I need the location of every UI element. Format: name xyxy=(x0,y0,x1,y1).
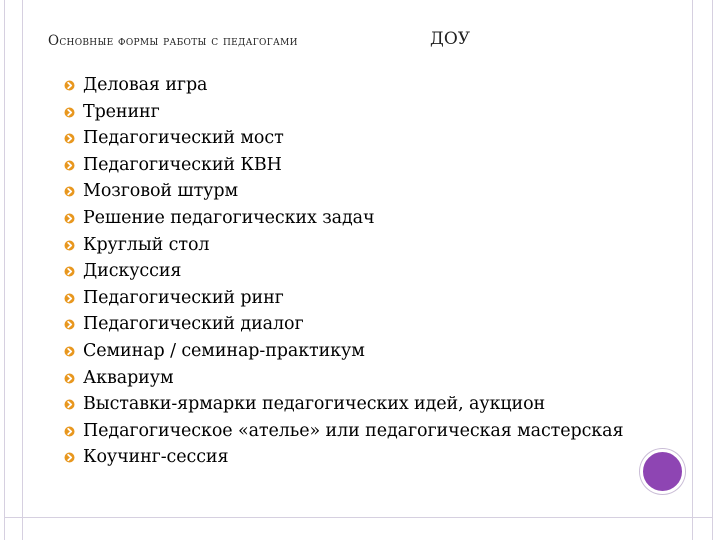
list-item xyxy=(64,72,664,99)
list-item-label: Педагогический ринг xyxy=(83,287,284,308)
circle-arrow-icon xyxy=(64,399,74,409)
list-item xyxy=(64,444,664,471)
frame-bottom-line xyxy=(4,517,713,518)
list-item xyxy=(64,311,664,338)
list-item xyxy=(64,205,664,232)
circle-arrow-icon xyxy=(64,186,74,196)
list-item xyxy=(64,258,664,285)
list-item xyxy=(64,391,664,418)
list-item-label: Мозговой штурм xyxy=(83,181,238,202)
list-item xyxy=(64,99,664,126)
circle-arrow-icon xyxy=(64,160,74,170)
list-item-label: Аквариум xyxy=(83,367,174,388)
list-item-label: Педагогический КВН xyxy=(83,154,282,175)
list-item-label: Педагогическое «ателье» или педагогическая мастерская xyxy=(83,420,624,441)
circle-arrow-icon xyxy=(64,452,74,462)
list-item-label: Дискуссия xyxy=(83,261,182,282)
frame-right-inner-line xyxy=(712,0,713,540)
list-item-label: Деловая игра xyxy=(83,75,208,95)
circle-arrow-icon xyxy=(64,240,74,250)
forms-list xyxy=(64,72,664,471)
list-item-label: Решение педагогических задач xyxy=(83,207,375,228)
slide-title: Основные формы работы с педагогами xyxy=(48,33,298,49)
frame-right-line xyxy=(692,0,693,540)
list-item-label: Круглый стол xyxy=(83,234,210,255)
circle-arrow-icon xyxy=(64,319,74,329)
list-item xyxy=(64,232,664,259)
circle-arrow-icon xyxy=(64,80,74,90)
frame-left-inner-line xyxy=(22,0,23,540)
list-item xyxy=(64,418,664,445)
list-item-label: Педагогический мост xyxy=(83,128,284,149)
list-item xyxy=(64,338,664,365)
circle-arrow-icon xyxy=(64,213,74,223)
list-item-label: Коучинг-сессия xyxy=(83,447,229,468)
list-item-label: Семинар / семинар-практикум xyxy=(83,340,365,361)
list-item-label: Педагогический диалог xyxy=(83,314,304,335)
list-item xyxy=(64,178,664,205)
list-item xyxy=(64,285,664,312)
circle-arrow-icon xyxy=(64,133,74,143)
list-item xyxy=(64,365,664,392)
list-item-label: Тренинг xyxy=(83,101,160,122)
list-item xyxy=(64,125,664,152)
circle-arrow-icon xyxy=(64,373,74,383)
slide-title-suffix: ДОУ xyxy=(430,29,471,49)
circle-arrow-icon xyxy=(64,107,74,117)
circle-arrow-icon xyxy=(64,426,74,436)
circle-arrow-icon xyxy=(64,346,74,356)
frame-left-line xyxy=(4,0,5,540)
circle-arrow-icon xyxy=(64,293,74,303)
list-item xyxy=(64,152,664,179)
slide-nav-circle-button[interactable] xyxy=(640,449,685,494)
circle-arrow-icon xyxy=(64,266,74,276)
list-item-label: Выставки-ярмарки педагогических идей, аукцион xyxy=(83,394,546,415)
